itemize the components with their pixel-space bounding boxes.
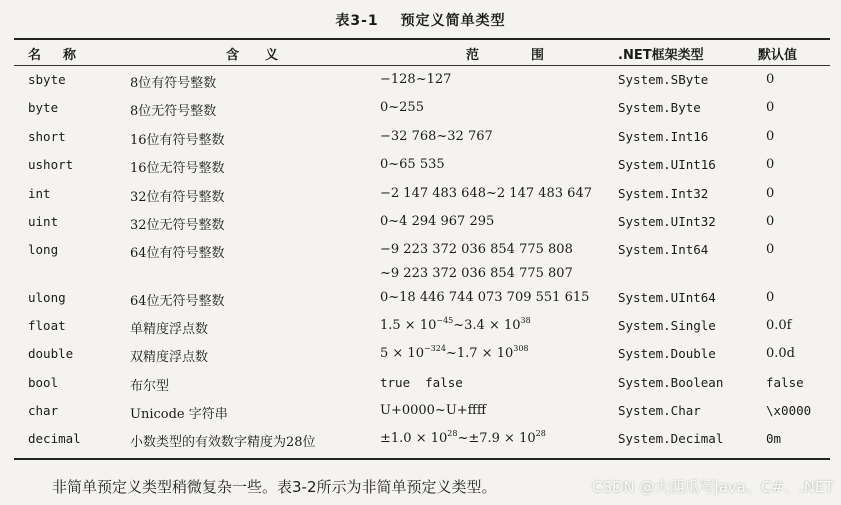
type-net: System.Boolean: [618, 375, 724, 390]
type-net: System.Int16: [618, 129, 709, 144]
header-name: 名称: [28, 48, 99, 63]
type-net: System.UInt32: [618, 214, 716, 229]
type-meaning: 小数类型的有效数字精度为28位: [130, 435, 316, 450]
type-name: sbyte: [28, 72, 66, 87]
type-default: 0: [766, 72, 775, 87]
type-range: 0~65 535: [380, 157, 445, 172]
body-paragraph: 非简单预定义类型稍微复杂一些。表3-2所示为非简单预定义类型。: [52, 478, 497, 496]
type-meaning: 8位无符号整数: [130, 104, 217, 119]
type-meaning: 32位有符号整数: [130, 190, 225, 205]
header-net-type: .NET框架类型: [618, 48, 704, 63]
type-default: false: [766, 375, 804, 390]
type-net: System.UInt64: [618, 290, 716, 305]
type-name: long: [28, 242, 59, 257]
type-net: System.Double: [618, 346, 716, 361]
type-net: System.SByte: [618, 72, 709, 87]
type-range: [380, 238, 573, 286]
type-net: System.Single: [618, 318, 716, 333]
type-range: $\pm 1.0 \times 10^{28}\sim\pm 7.9 \times 10^{28}$: [380, 429, 546, 446]
type-name: short: [28, 129, 66, 144]
type-range: 0~4 294 967 295: [380, 214, 495, 229]
type-range: −2 147 483 648~2 147 483 647: [380, 186, 592, 201]
type-meaning: 布尔型: [130, 379, 170, 394]
type-range: −128~127: [380, 72, 452, 87]
type-default: 0: [766, 290, 775, 305]
type-default: 0: [766, 129, 775, 144]
table-top-rule: [14, 38, 830, 40]
type-net: System.Int64: [618, 242, 709, 257]
type-default: 0m: [766, 431, 782, 446]
type-default: \x0000: [766, 403, 812, 418]
type-net: System.Byte: [618, 100, 701, 115]
type-net: System.Decimal: [618, 431, 724, 446]
type-meaning: Unicode 字符串: [130, 407, 228, 422]
table-caption: [0, 10, 841, 30]
type-meaning: 16位无符号整数: [130, 161, 225, 176]
type-name: float: [28, 318, 66, 333]
type-net: System.Char: [618, 403, 701, 418]
header-default: 默认值: [758, 48, 798, 63]
type-net: System.UInt16: [618, 157, 716, 172]
table-title: 预定义简单类型: [400, 13, 506, 29]
type-meaning: 双精度浮点数: [130, 350, 209, 365]
type-default: 0: [766, 242, 775, 257]
type-name: bool: [28, 375, 59, 390]
type-range: U+0000~U+ffff: [380, 403, 487, 418]
type-default: 0.0f: [766, 318, 792, 333]
type-net: System.Int32: [618, 186, 709, 201]
header-meaning: 含义: [226, 48, 305, 63]
type-name: int: [28, 186, 51, 201]
type-range: true false: [380, 375, 463, 390]
type-meaning: 32位无符号整数: [130, 218, 225, 233]
type-name: ushort: [28, 157, 74, 172]
type-name: double: [28, 346, 74, 361]
type-range: 0~255: [380, 100, 424, 115]
type-meaning: 64位有符号整数: [130, 246, 225, 261]
type-name: uint: [28, 214, 59, 229]
type-meaning: 8位有符号整数: [130, 76, 217, 91]
type-default: 0: [766, 157, 775, 172]
type-name: byte: [28, 100, 59, 115]
type-meaning: 64位无符号整数: [130, 294, 225, 309]
table-number: 表3-1: [335, 13, 379, 29]
type-name: char: [28, 403, 59, 418]
header-range: 范围: [466, 48, 597, 63]
type-default: 0.0d: [766, 346, 795, 361]
type-name: ulong: [28, 290, 66, 305]
type-range: $1.5 \times 10^{-45}\sim 3.4 \times 10^{38}$: [380, 316, 531, 333]
table-header-rule: [14, 65, 830, 66]
type-meaning: 单精度浮点数: [130, 322, 209, 337]
watermark: CSDN @大西瓜写java、C#、.NET: [592, 478, 834, 496]
type-range: $5 \times 10^{-324}\sim 1.7 \times 10^{308}$: [380, 344, 529, 361]
type-default: 0: [766, 214, 775, 229]
type-range-line2: ~9 223 372 036 854 775 807: [380, 266, 573, 281]
type-meaning: 16位有符号整数: [130, 133, 225, 148]
type-name: decimal: [28, 431, 81, 446]
type-default: 0: [766, 100, 775, 115]
type-range: 0~18 446 744 073 709 551 615: [380, 290, 590, 305]
type-range: −32 768~32 767: [380, 129, 493, 144]
type-range-line1: −9 223 372 036 854 775 808: [380, 242, 573, 257]
type-default: 0: [766, 186, 775, 201]
table-bottom-rule: [14, 458, 830, 460]
